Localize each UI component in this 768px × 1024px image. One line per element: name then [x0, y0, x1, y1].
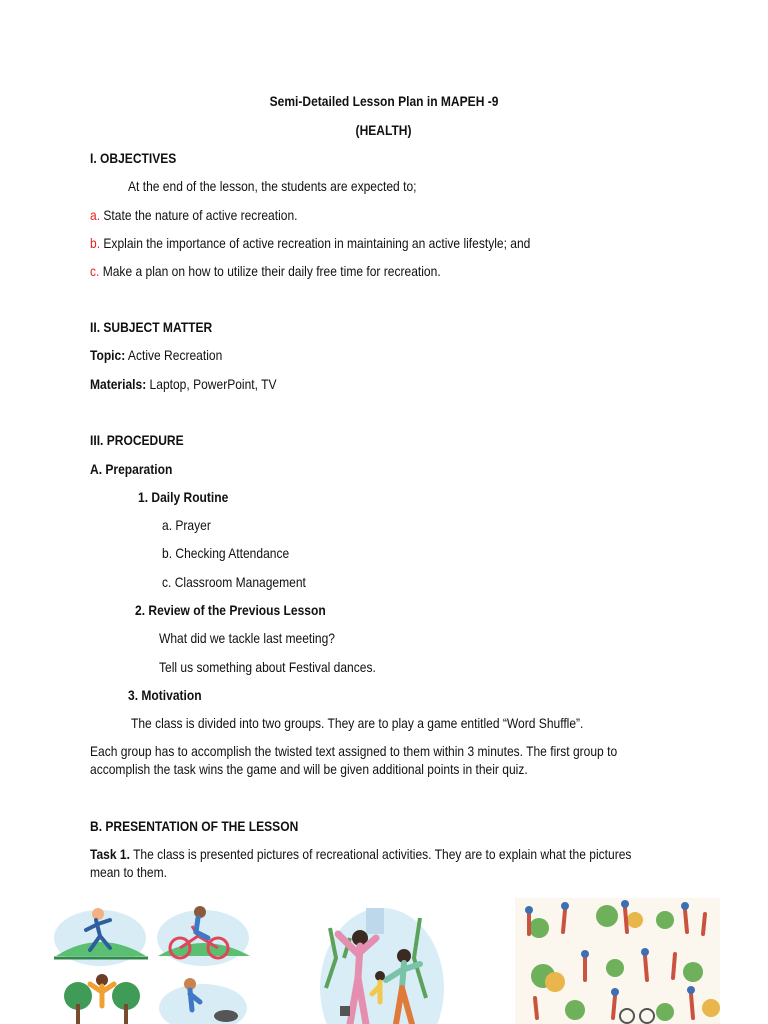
outdoor-activities-illustration: [50, 898, 255, 1024]
review-line: What did we tackle last meeting?: [159, 630, 336, 646]
objective-marker: c.: [90, 263, 100, 279]
objective-marker: b.: [90, 235, 101, 251]
objectives-intro: At the end of the lesson, the students are expected to;: [128, 178, 417, 194]
materials-line: [90, 375, 276, 393]
topic-line: [90, 346, 222, 364]
daily-routine-heading: 1. Daily Routine: [138, 489, 229, 505]
routine-item-attendance: b. Checking Attendance: [162, 545, 290, 561]
objective-item-c: [90, 262, 441, 280]
task-label: Task 1.: [90, 846, 130, 862]
objective-item-b: [90, 234, 530, 252]
objective-text: State the nature of active recreation.: [103, 207, 298, 223]
document-subtitle: (HEALTH): [356, 122, 412, 138]
motivation-paragraph: Each group has to accomplish the twisted text assigned to them within 3 minutes. The first group to accomplish the task wins the game and will be given additional points in their quiz.: [90, 743, 618, 777]
motivation-line: The class is divided into two groups. They are to play a game entitled “Word Shuffle”.: [131, 715, 584, 731]
materials-label: Materials:: [90, 376, 147, 392]
family-exercise-illustration: [300, 898, 465, 1024]
task-paragraph: [90, 845, 649, 881]
routine-item-management: c. Classroom Management: [162, 574, 306, 590]
objective-item-a: [90, 206, 298, 224]
topic-value: Active Recreation: [127, 347, 223, 363]
subject-matter-heading: II. SUBJECT MATTER: [90, 319, 213, 335]
materials-value: Laptop, PowerPoint, TV: [149, 376, 277, 392]
preparation-heading: A. Preparation: [90, 461, 173, 477]
task-text: The class is presented pictures of recreational activities. They are to explain what the pictures mean to them.: [90, 846, 632, 880]
recreational-activities-grid: [515, 898, 720, 1024]
objectives-heading: I. OBJECTIVES: [90, 150, 177, 166]
objective-marker: a.: [90, 207, 101, 223]
objective-text: Explain the importance of active recreation in maintaining an active lifestyle; and: [103, 235, 531, 251]
motivation-heading: 3. Motivation: [128, 687, 202, 703]
objective-text: Make a plan on how to utilize their daily free time for recreation.: [102, 263, 441, 279]
routine-item-prayer: a. Prayer: [162, 517, 211, 533]
review-heading: 2. Review of the Previous Lesson: [135, 602, 326, 618]
topic-label: Topic:: [90, 347, 126, 363]
review-line: Tell us something about Festival dances.: [159, 659, 376, 675]
procedure-heading: III. PROCEDURE: [90, 432, 184, 448]
presentation-heading: B. PRESENTATION OF THE LESSON: [90, 818, 299, 834]
document-title: Semi-Detailed Lesson Plan in MAPEH -9: [269, 93, 499, 109]
